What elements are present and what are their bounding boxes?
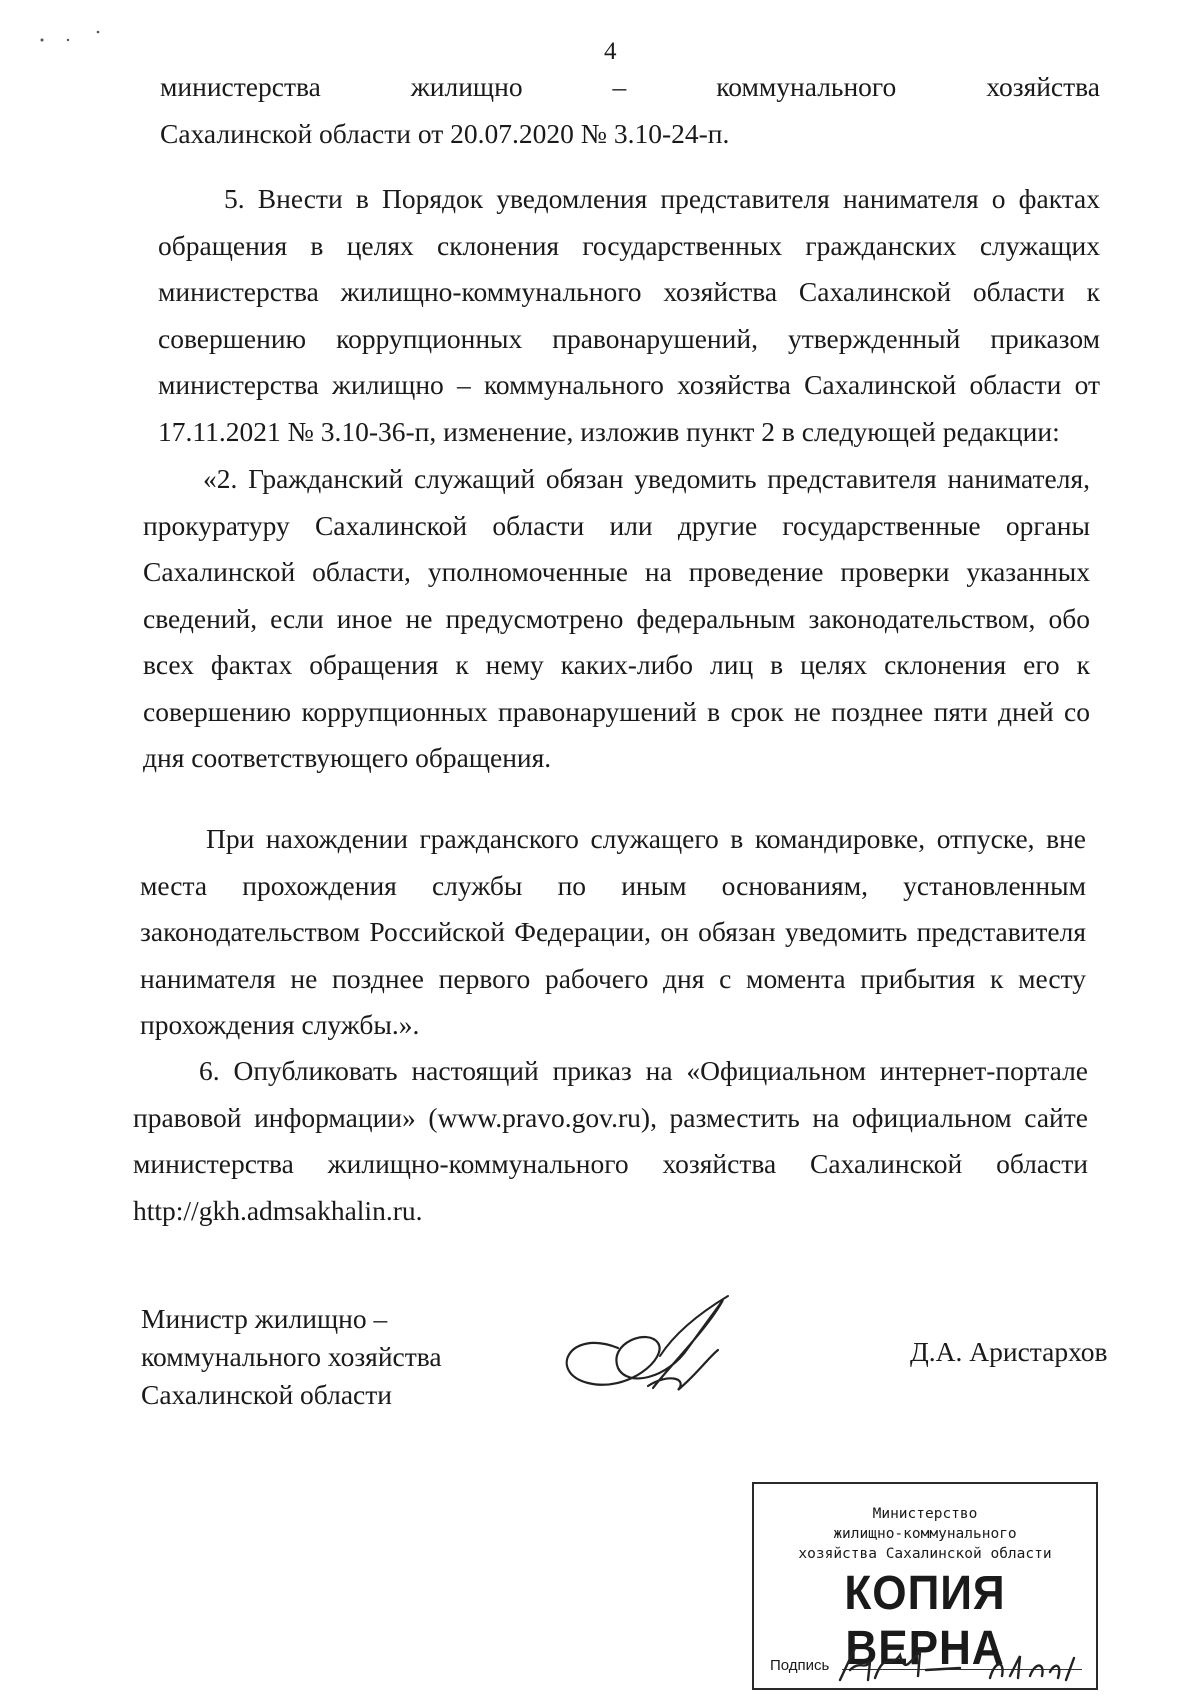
quoted-item-2-text: «2. Гражданский служащий обязан уведомить представителя нанимателя, прокуратуру Сахалинской области или другие государственные органы Сахалинской области, уполномоченные на проведение проверки указанных сведений, если иное не предусмотрено федеральным законодательством, обо всех фактах обращения к нему каких-либо лиц в целях склонения его к совершению коррупционных правонарушений в срок не позднее пяти дней со дня соответствующего обращения. — [143, 463, 1090, 773]
paragraph-item-6 — [133, 1048, 1088, 1234]
page-number: 4 — [604, 38, 617, 65]
stamp-org-line-2: жилищно-коммунального — [833, 1526, 1017, 1542]
position-line-1: Министр жилищно – — [141, 1303, 388, 1334]
stamp-org-line-1: Министерство — [872, 1506, 978, 1522]
stamp-title: КОПИЯ ВЕРНА — [844, 1567, 1006, 1675]
stamp-handwritten-signature — [830, 1640, 1100, 1690]
continuation-line-1: министерства жилищно – коммунального хозяйства — [160, 71, 1100, 102]
paragraph-item-5 — [158, 176, 1100, 455]
paragraph-continuation — [160, 64, 1100, 157]
paragraph-quoted-item-2 — [143, 456, 1090, 782]
scan-specks — [0, 0, 120, 60]
item-5-text: 5. Внести в Порядок уведомления представителя нанимателя о фактах обращения в целях склонения государственных гражданских служащих министерства жилищно-коммунального хозяйства Сахалинской области к совершению коррупционных правонарушений, утвержденный приказом министерства жилищно – коммунального хозяйства Сахалинской области от 17.11.2021 № 3.10-36-п, изменение, изложив пункт 2 в следующей редакции: — [158, 183, 1100, 447]
item-6-text: 6. Опубликовать настоящий приказ на «Официальном интернет-портале правовой информации» (www.pravo.gov.ru), разместить на официальном сайте министерства жилищно-коммунального хозяйства Сахалинской области http://gkh.admsakhalin.ru. — [133, 1055, 1088, 1226]
stamp-sign-label: Подпись — [770, 1657, 830, 1674]
continuation-line-2: Сахалинской области от 20.07.2020 № 3.10-24-п. — [160, 117, 730, 149]
position-line-3: Сахалинской области — [141, 1379, 392, 1410]
stamp-org-line-3: хозяйства Сахалинской области — [798, 1546, 1052, 1562]
stamp-organization — [754, 1504, 1096, 1564]
handwritten-signature — [548, 1288, 748, 1398]
paragraph-business-trip — [140, 816, 1086, 1049]
position-line-2: коммунального хозяйства — [141, 1341, 442, 1372]
signatory-position — [141, 1300, 442, 1414]
business-trip-text: При нахождении гражданского служащего в командировке, отпуске, вне места прохождения службы по иным основаниям, установленным законодательством Российской Федерации, он обязан уведомить представителя нанимателя не позднее первого рабочего дня с момента прибытия к месту прохождения службы.». — [140, 823, 1086, 1040]
signatory-name: Д.А. Аристархов — [910, 1336, 1108, 1367]
